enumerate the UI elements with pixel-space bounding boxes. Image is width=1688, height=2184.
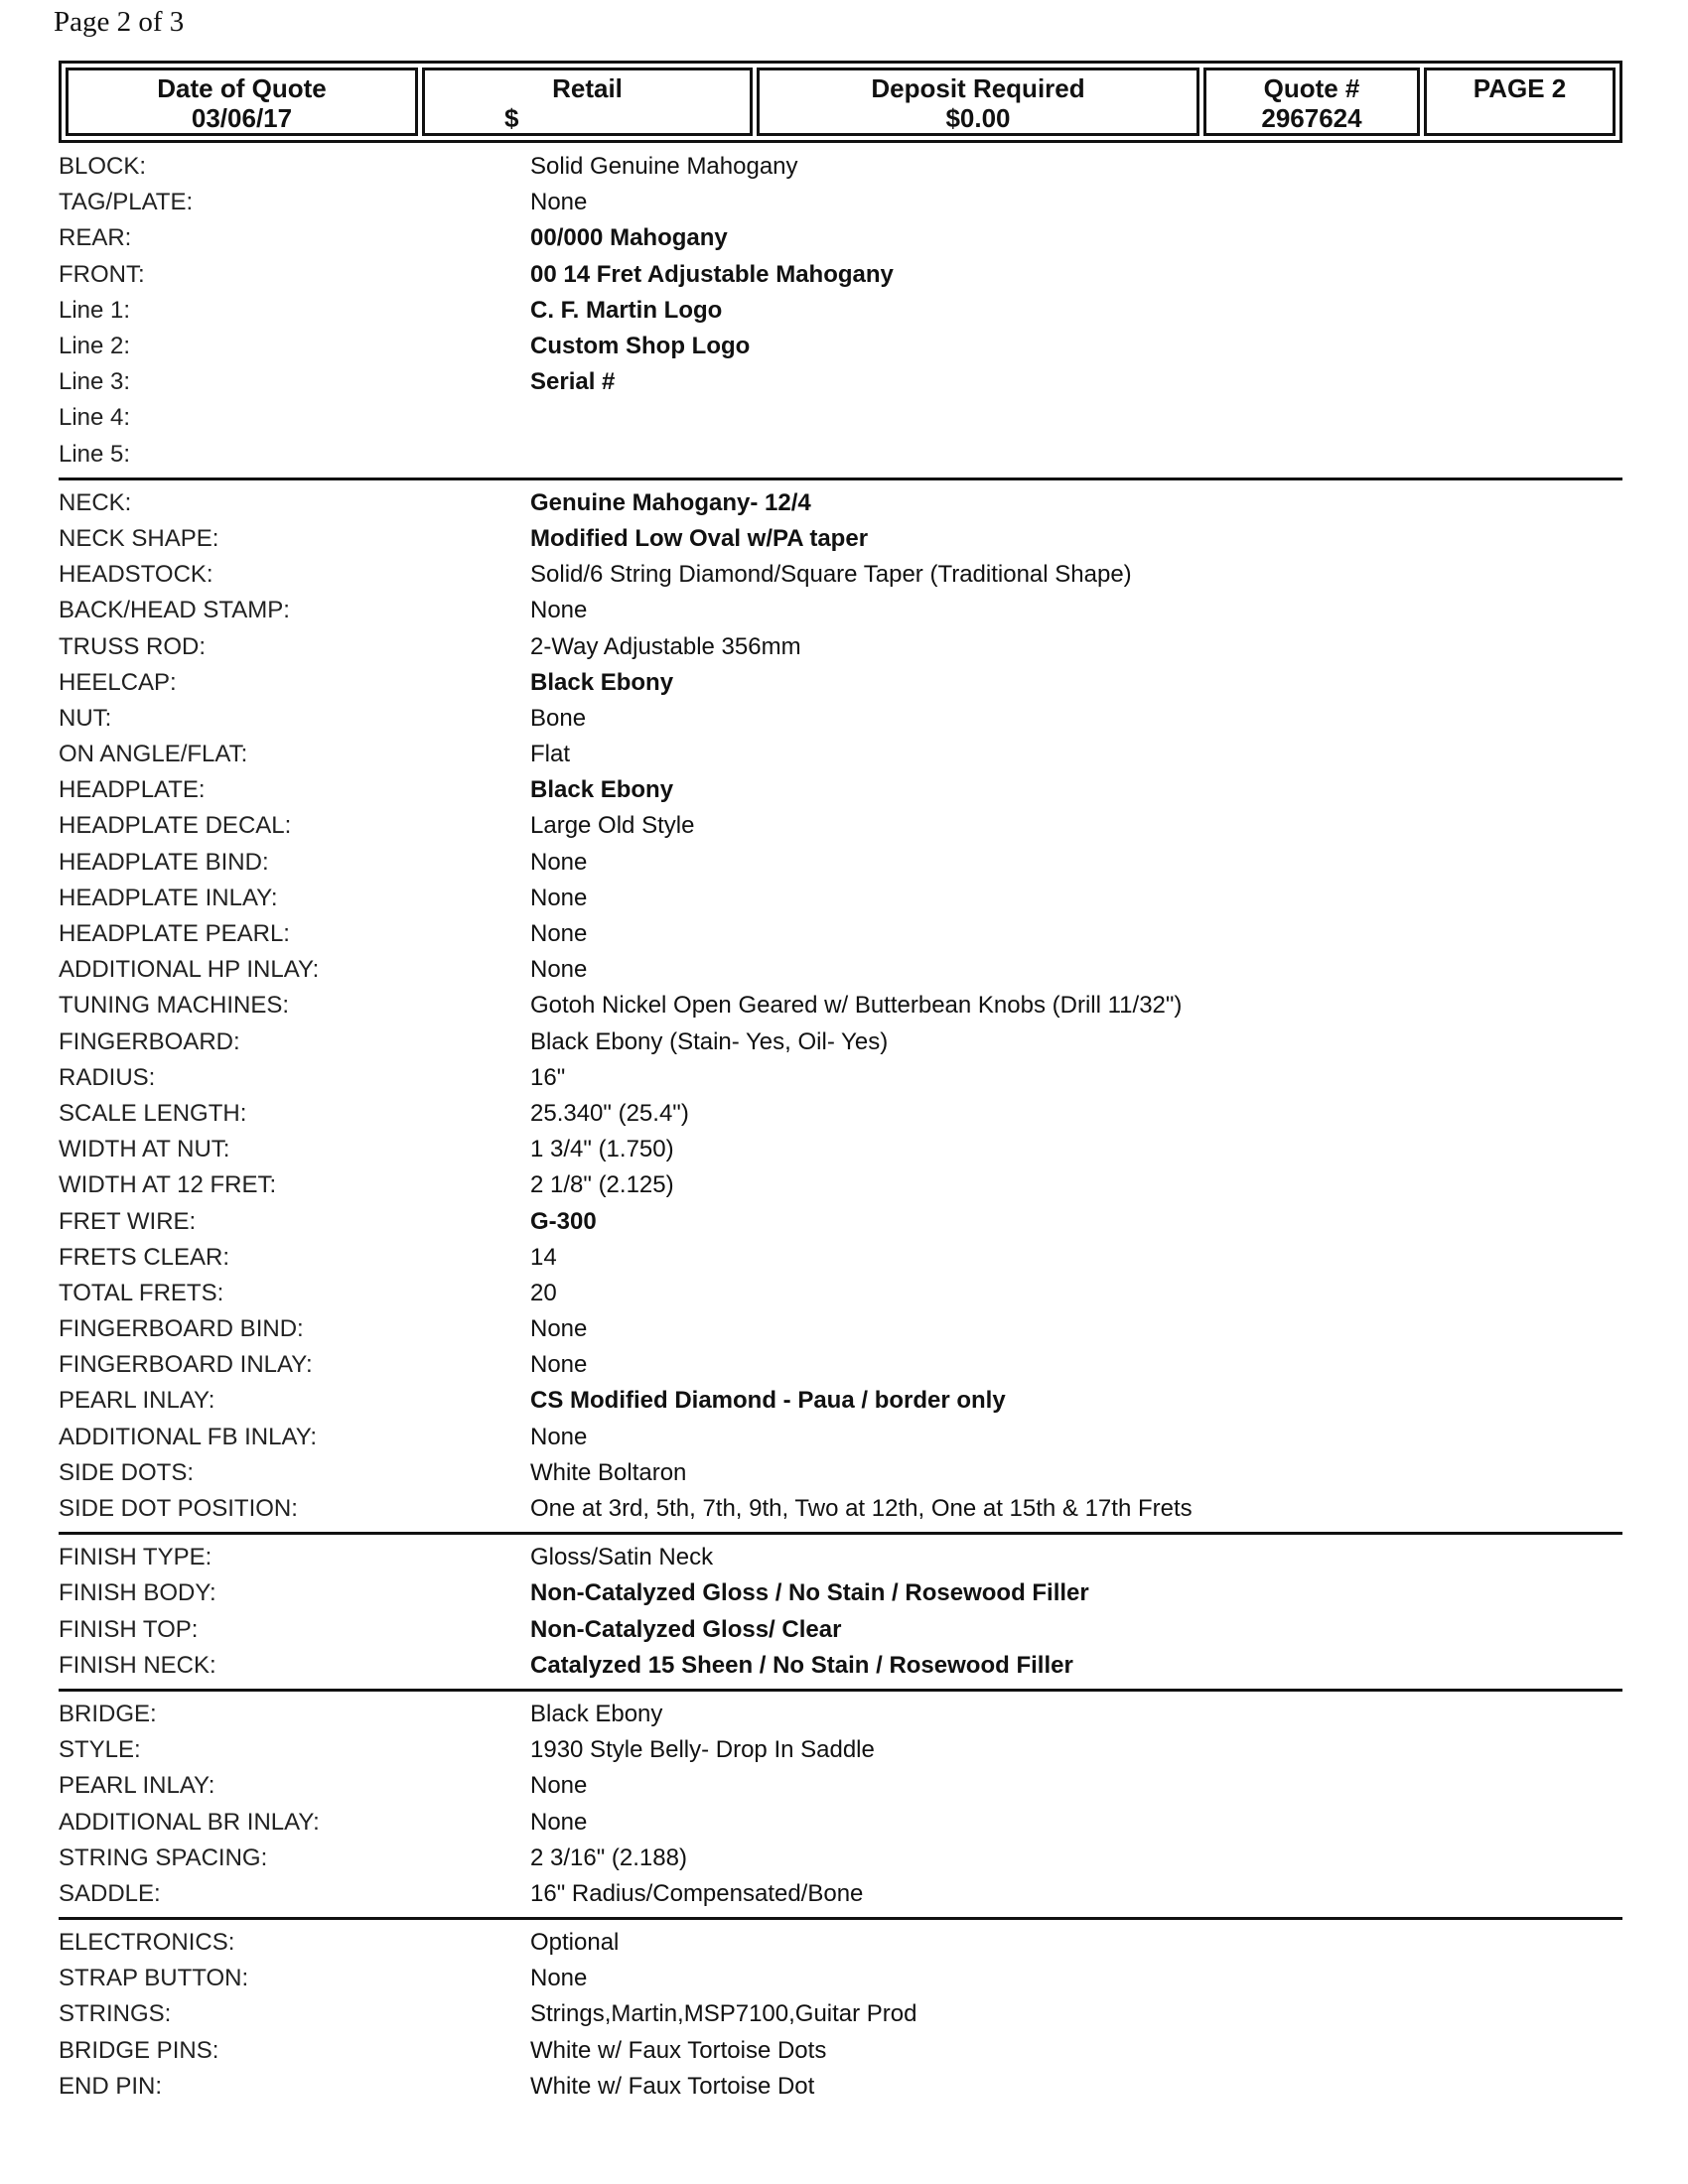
spec-label: ELECTRONICS:: [59, 1929, 235, 1957]
spec-value: 00/000 Mahogany: [530, 224, 728, 252]
spec-label: SIDE DOT POSITION:: [59, 1495, 298, 1523]
spec-value: None: [530, 597, 588, 624]
spec-label: Line 2:: [59, 333, 131, 360]
spec-value: None: [530, 1351, 588, 1379]
spec-value: None: [530, 1423, 588, 1450]
spec-value: 16": [530, 1063, 566, 1091]
spec-row: [59, 485, 1622, 521]
spec-value: Solid/6 String Diamond/Square Taper (Traditional Shape): [530, 561, 1132, 589]
spec-label: FINISH BODY:: [59, 1579, 216, 1607]
spec-row: [59, 1420, 1622, 1455]
spec-label: STRINGS:: [59, 2000, 172, 2028]
deposit-required-value: $0.00: [945, 103, 1011, 133]
spec-value: None: [530, 848, 588, 876]
spec-row: [59, 1841, 1622, 1876]
spec-label: HEADPLATE INLAY:: [59, 884, 278, 911]
spec-value: 1 3/4" (1.750): [530, 1136, 674, 1163]
spec-label: BLOCK:: [59, 153, 147, 181]
spec-value: 25.340" (25.4"): [530, 1099, 689, 1127]
spec-row: [59, 329, 1622, 364]
spec-row: [59, 665, 1622, 701]
spec-value: Flat: [530, 741, 571, 768]
spec-value: 20: [530, 1279, 557, 1306]
spec-label: ADDITIONAL BR INLAY:: [59, 1808, 320, 1836]
spec-label: HEADPLATE PEARL:: [59, 920, 290, 948]
spec-label: Line 5:: [59, 440, 131, 468]
spec-value: None: [530, 1772, 588, 1800]
spec-row: [59, 2033, 1622, 2069]
spec-value: 2 3/16" (2.188): [530, 1843, 687, 1871]
spec-row: [59, 1132, 1622, 1167]
spec-row: [59, 1455, 1622, 1491]
spec-value: Modified Low Oval w/PA taper: [530, 524, 869, 552]
spec-value: 1930 Style Belly- Drop In Saddle: [530, 1736, 875, 1764]
spec-value: White Boltaron: [530, 1458, 687, 1486]
spec-row: [59, 521, 1622, 557]
spec-row: [59, 185, 1622, 220]
spec-row: [59, 1648, 1622, 1684]
spec-row: [59, 737, 1622, 772]
spec-row: [59, 1612, 1622, 1648]
spec-row: [59, 1060, 1622, 1096]
spec-label: TRUSS ROD:: [59, 632, 207, 660]
spec-row: [59, 557, 1622, 593]
spec-value: White w/ Faux Tortoise Dot: [530, 2072, 815, 2100]
spec-label: TAG/PLATE:: [59, 189, 194, 216]
spec-value: Genuine Mahogany- 12/4: [530, 488, 811, 516]
spec-value: None: [530, 1965, 588, 1992]
spec-value: CS Modified Diamond - Paua / border only: [530, 1387, 1006, 1415]
spec-value: Strings,Martin,MSP7100,Guitar Prod: [530, 2000, 917, 2028]
section-electronics: [59, 1925, 1622, 2110]
spec-row: [59, 1203, 1622, 1239]
spec-row: [59, 593, 1622, 628]
date-of-quote-label: Date of Quote: [157, 73, 327, 103]
spec-value: None: [530, 884, 588, 911]
retail-label: Retail: [552, 73, 623, 103]
spec-label: Line 3:: [59, 368, 131, 396]
spec-value: C. F. Martin Logo: [530, 296, 723, 324]
spec-value: Bone: [530, 704, 587, 732]
spec-row: [59, 916, 1622, 952]
spec-row: [59, 1491, 1622, 1527]
spec-label: NECK SHAPE:: [59, 524, 219, 552]
spec-value: None: [530, 1808, 588, 1836]
quote-number-label: Quote #: [1263, 73, 1360, 103]
spec-label: FINGERBOARD BIND:: [59, 1315, 304, 1343]
spec-label: SCALE LENGTH:: [59, 1099, 247, 1127]
spec-value: Optional: [530, 1929, 620, 1957]
spec-row: [59, 364, 1622, 400]
spec-value: Black Ebony: [530, 776, 674, 804]
spec-row: [59, 1804, 1622, 1840]
deposit-required-cell: [757, 68, 1199, 136]
page-tag-cell: [1424, 68, 1616, 136]
spec-value: 16" Radius/Compensated/Bone: [530, 1879, 864, 1907]
spec-label: PEARL INLAY:: [59, 1387, 215, 1415]
spec-row: [59, 1311, 1622, 1347]
spec-label: STRING SPACING:: [59, 1843, 268, 1871]
spec-label: HEADPLATE DECAL:: [59, 812, 292, 840]
spec-label: RADIUS:: [59, 1063, 156, 1091]
spec-row: [59, 1347, 1622, 1383]
spec-label: FINISH NECK:: [59, 1651, 216, 1679]
date-of-quote-value: 03/06/17: [191, 103, 293, 133]
spec-label: FINGERBOARD INLAY:: [59, 1351, 313, 1379]
date-of-quote-cell: [66, 68, 418, 136]
spec-label: END PIN:: [59, 2072, 163, 2100]
spec-label: SIDE DOTS:: [59, 1458, 195, 1486]
spec-row: [59, 1996, 1622, 2032]
spec-label: TUNING MACHINES:: [59, 992, 290, 1020]
spec-label: FRONT:: [59, 260, 145, 288]
spec-label: NECK:: [59, 488, 132, 516]
spec-label: NUT:: [59, 704, 112, 732]
spec-label: BRIDGE:: [59, 1700, 157, 1727]
spec-label: FINGERBOARD:: [59, 1027, 240, 1055]
spec-label: REAR:: [59, 224, 132, 252]
spec-label: BACK/HEAD STAMP:: [59, 597, 290, 624]
spec-row: [59, 220, 1622, 256]
spec-row: [59, 2069, 1622, 2105]
spec-value: None: [530, 189, 588, 216]
spec-value: Gloss/Satin Neck: [530, 1544, 714, 1571]
spec-row: [59, 808, 1622, 844]
spec-label: PEARL INLAY:: [59, 1772, 215, 1800]
section-block: [59, 149, 1622, 480]
spec-row: [59, 1024, 1622, 1060]
spec-row: [59, 845, 1622, 881]
spec-row: [59, 149, 1622, 185]
spec-row: [59, 437, 1622, 473]
spec-row: [59, 1697, 1622, 1732]
spec-label: HEELCAP:: [59, 668, 177, 696]
spec-label: WIDTH AT NUT:: [59, 1136, 230, 1163]
quote-number-cell: [1203, 68, 1420, 136]
spec-row: [59, 881, 1622, 916]
spec-value: Large Old Style: [530, 812, 695, 840]
spec-label: SADDLE:: [59, 1879, 161, 1907]
page-number: Page 2 of 3: [54, 6, 185, 38]
quote-header-table: [59, 61, 1622, 143]
spec-label: Line 4:: [59, 404, 131, 432]
spec-value: 00 14 Fret Adjustable Mahogany: [530, 260, 894, 288]
spec-label: Line 1:: [59, 296, 131, 324]
spec-label: FRET WIRE:: [59, 1207, 197, 1235]
spec-value: 14: [530, 1243, 557, 1271]
spec-value: Gotoh Nickel Open Geared w/ Butterbean Knobs (Drill 11/32"): [530, 992, 1183, 1020]
spec-row: [59, 293, 1622, 329]
deposit-required-label: Deposit Required: [871, 73, 1085, 103]
spec-label: ADDITIONAL HP INLAY:: [59, 956, 320, 984]
spec-row: [59, 1096, 1622, 1132]
spec-label: FINISH TYPE:: [59, 1544, 212, 1571]
spec-label: ON ANGLE/FLAT:: [59, 741, 248, 768]
spec-value: Serial #: [530, 368, 616, 396]
section-finish: [59, 1540, 1622, 1692]
spec-label: WIDTH AT 12 FRET:: [59, 1171, 277, 1199]
spec-value: 2-Way Adjustable 356mm: [530, 632, 801, 660]
spec-row: [59, 1276, 1622, 1311]
spec-value: 2 1/8" (2.125): [530, 1171, 674, 1199]
spec-row: [59, 1240, 1622, 1276]
page-tag: PAGE 2: [1473, 73, 1567, 103]
spec-row: [59, 1961, 1622, 1996]
spec-value: Black Ebony: [530, 1700, 663, 1727]
spec-row: [59, 257, 1622, 293]
spec-row: [59, 1876, 1622, 1912]
spec-row: [59, 1768, 1622, 1804]
spec-row: [59, 1925, 1622, 1961]
spec-label: HEADSTOCK:: [59, 561, 213, 589]
spec-row: [59, 1167, 1622, 1203]
spec-value: Custom Shop Logo: [530, 333, 751, 360]
spec-label: HEADPLATE BIND:: [59, 848, 269, 876]
spec-sections: [59, 149, 1622, 2115]
spec-label: FRETS CLEAR:: [59, 1243, 230, 1271]
spec-label: ADDITIONAL FB INLAY:: [59, 1423, 318, 1450]
spec-value: None: [530, 920, 588, 948]
spec-label: TOTAL FRETS:: [59, 1279, 224, 1306]
spec-row: [59, 628, 1622, 664]
spec-value: G-300: [530, 1207, 597, 1235]
spec-row: [59, 772, 1622, 808]
spec-label: FINISH TOP:: [59, 1615, 199, 1643]
spec-label: HEADPLATE:: [59, 776, 206, 804]
spec-label: STRAP BUTTON:: [59, 1965, 249, 1992]
section-bridge: [59, 1697, 1622, 1920]
spec-label: BRIDGE PINS:: [59, 2036, 219, 2064]
spec-value: Black Ebony: [530, 668, 674, 696]
spec-row: [59, 988, 1622, 1024]
spec-value: Catalyzed 15 Sheen / No Stain / Rosewood Filler: [530, 1651, 1073, 1679]
spec-row: [59, 1732, 1622, 1768]
spec-value: None: [530, 956, 588, 984]
spec-value: Solid Genuine Mahogany: [530, 153, 798, 181]
spec-value: None: [530, 1315, 588, 1343]
retail-cell: [422, 68, 753, 136]
spec-value: Non-Catalyzed Gloss / No Stain / Rosewood Filler: [530, 1579, 1089, 1607]
quote-number-value: 2967624: [1261, 103, 1362, 133]
spec-value: White w/ Faux Tortoise Dots: [530, 2036, 827, 2064]
spec-value: One at 3rd, 5th, 7th, 9th, Two at 12th, One at 15th & 17th Frets: [530, 1495, 1193, 1523]
spec-row: [59, 952, 1622, 988]
spec-row: [59, 1575, 1622, 1611]
spec-value: Non-Catalyzed Gloss/ Clear: [530, 1615, 842, 1643]
spec-row: [59, 400, 1622, 436]
spec-row: [59, 1383, 1622, 1419]
spec-label: STYLE:: [59, 1736, 141, 1764]
spec-row: [59, 1540, 1622, 1575]
spec-row: [59, 701, 1622, 737]
spec-value: Black Ebony (Stain- Yes, Oil- Yes): [530, 1027, 889, 1055]
section-neck: [59, 485, 1622, 1535]
retail-value: $: [504, 103, 519, 133]
